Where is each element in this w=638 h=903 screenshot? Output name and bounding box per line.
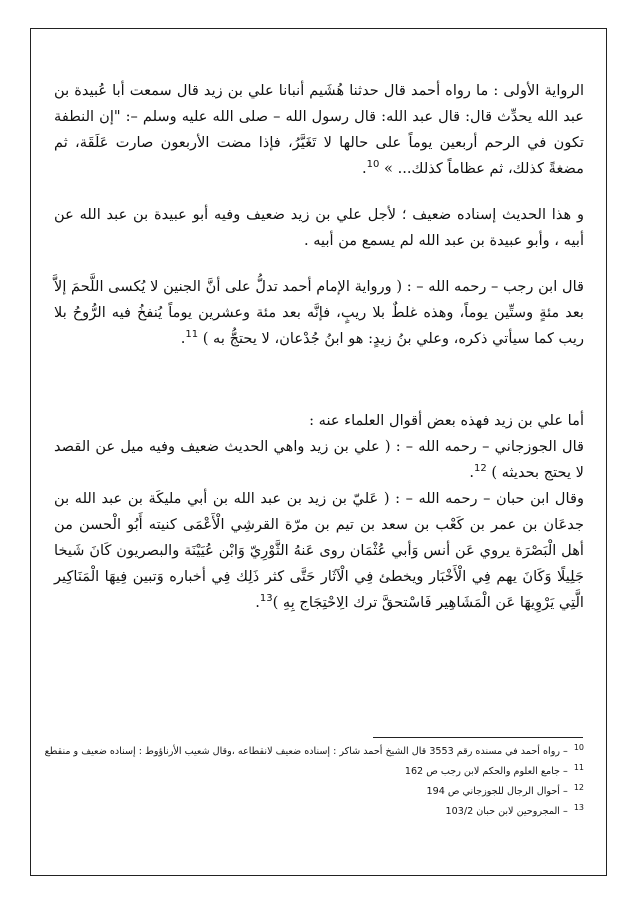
paragraph-juzjani: قال الجوزجاني – رحمه الله – : ( علي بن زيد واهي الحديث ضعيف وفيه ميل عن القصد لا يحتج بحديثه ) $^{12}$.: [54, 438, 584, 481]
footnote-13: $^{13}$– المجروحين لابن حبان 103/2: [445, 802, 584, 817]
footnote-12: $^{12}$– أحوال الرجال للجوزجاني ص 194: [426, 782, 584, 797]
footnote-11: $^{11}$– جامع العلوم والحكم لابن رجب ص 162: [404, 762, 584, 777]
footnote-separator: [373, 737, 583, 738]
footnote-ref-11[interactable]: 11: [185, 329, 199, 341]
main-text: [54, 78, 584, 616]
paragraph-isnad-weak: و هذا الحديث إسناده ضعيف ؛ لأجل علي بن زيد ضعيف وفيه أبو عبيدة بن عبد الله عن أبيه ، وأبو عبيدة بن عبد الله لم يسمع من أبيه .: [54, 206, 584, 249]
footnote-ref-12[interactable]: 12: [473, 463, 487, 475]
footnote-10: $^{10}$– رواه أحمد في مسنده رقم 3553 قال الشيخ أحمد شاكر : إسناده ضعيف لانقطاعه ،وقال شعيب الأرناؤوط : إسناده ضعيف و منقطع: [44, 742, 584, 757]
footnote-ref-13[interactable]: 13: [259, 593, 273, 605]
paragraph-scholars-intro: أما علي بن زيد فهذه بعض أقوال العلماء عنه :: [309, 412, 584, 429]
paragraph-first-narration: الرواية الأولى : ما رواه أحمد قال حدثنا هُشَيم أنبانا علي بن زيد قال سمعت أبا عُبيدة بن عبد الله يحدِّث قال: قال عبد الله: قال رسول الله – صلى الله عليه وسلم –: "إن النطفة تكون في الرحم أربعين يوماً على حالها لا تَغَيَّرُ، فإذا مضت الأربعون صارت عَلَقَة، ثم مضغةً كذلك، ثم عظاماً كذلك... » $^{10}$.: [54, 82, 584, 177]
footnotes: [44, 742, 584, 822]
footnote-ref-10[interactable]: 10: [366, 159, 380, 171]
paragraph-ibn-hibban: وقال ابن حبان – رحمه الله – : ( عَليّ بن زيد بن عبد الله بن أبي مليكَة بن عبد الله بن جدعَان بن عمر بن كَعْب بن سعد بن تيم بن مرّة القرشِي الْأَعْمَى كنيته أَبُو الْحسن من أهل الْبَصْرَة يروي عَن أنس وَأبي عُثْمَان روى عَنهُ الثَّوْرِيّ وَابْن عُيَيْنَة والبصريون كَانَ شَيخا جَلِيلًا وَكَانَ يهم فِي الْأَخْبَار ويخطئ فِي الْآثَار حَتَّى كثر ذَلِك فِي أخباره وَتبين فِيهَا الْمَنَاكِير الَّتِي يَرْوِيهَا عَن الْمَشَاهِير فَاسْتحقَّ ترك الِاحْتِجَاج بِهِ )$^{13}$.: [54, 490, 584, 611]
paragraph-ibn-rajab: قال ابن رجب – رحمه الله – : ( ورواية الإمام أحمد تدلُّ على أنَّ الجنين لا يُكسى اللَّحمَ إلاَّ بعد مئةٍ وستِّين يوماً، وهذه غلطٌ بلا ريبٍ، فإنَّه بعد مئة وعشرين يوماً يُنفخُ فيه الرُّوحُ بلا ريب كما سيأتي ذكره، وعلي بنُ زيدٍ: هو ابنُ جُدْعان، لا يحتجُّ به ) $^{11}$.: [54, 278, 584, 347]
